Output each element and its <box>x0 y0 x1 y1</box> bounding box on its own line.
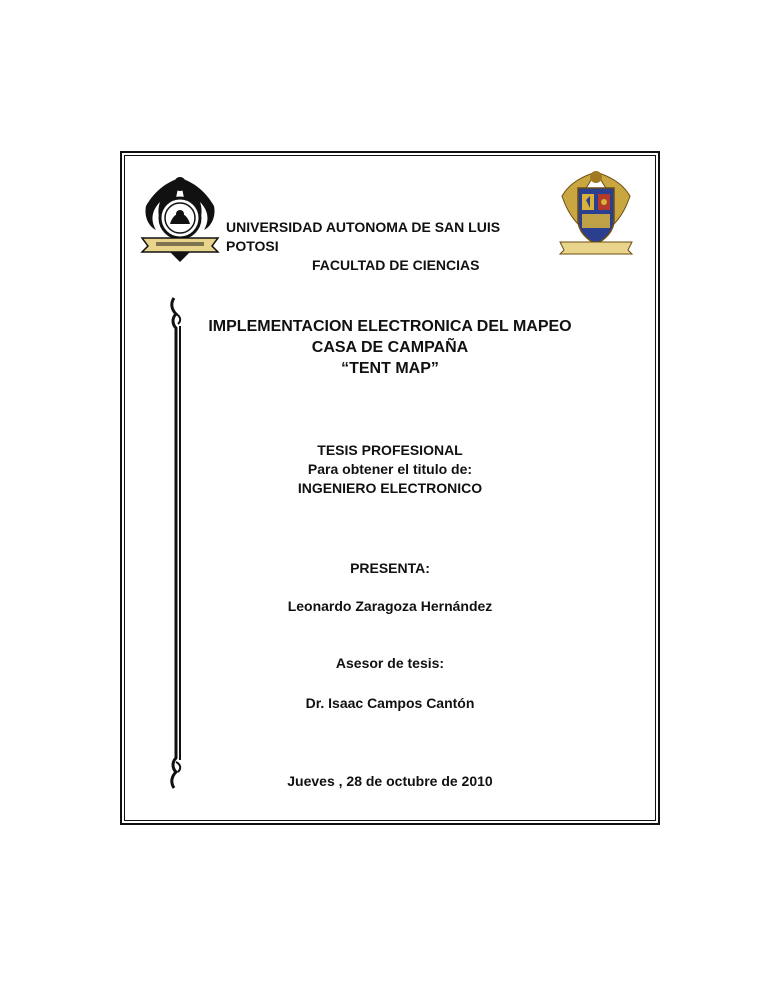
university-header <box>226 218 556 275</box>
thesis-title-line1: IMPLEMENTACION ELECTRONICA DEL MAPEO <box>208 318 572 335</box>
university-name: UNIVERSIDAD AUTONOMA DE SAN LUIS POTOSI <box>226 219 501 254</box>
thesis-title <box>170 316 610 379</box>
degree-block <box>170 441 610 498</box>
advisor-label: Asesor de tesis: <box>335 655 445 671</box>
degree-line2: Para obtener el titulo de: <box>307 461 473 477</box>
date-line: Jueves , 28 de octubre de 2010 <box>287 773 493 789</box>
degree-line3: INGENIERO ELECTRONICO <box>297 480 483 496</box>
faculty-coat-of-arms-icon <box>556 168 636 256</box>
author-name: Leonardo Zaragoza Hernández <box>287 598 493 614</box>
faculty-name: FACULTAD DE CIENCIAS <box>312 257 480 273</box>
presenta-label: PRESENTA: <box>350 560 430 576</box>
degree-line1: TESIS PROFESIONAL <box>317 442 463 458</box>
thesis-title-line3: “TENT MAP” <box>341 360 439 377</box>
advisor-name: Dr. Isaac Campos Cantón <box>305 695 475 711</box>
thesis-title-line2: CASA DE CAMPAÑA <box>311 339 469 356</box>
university-eagle-seal-icon <box>136 172 224 264</box>
